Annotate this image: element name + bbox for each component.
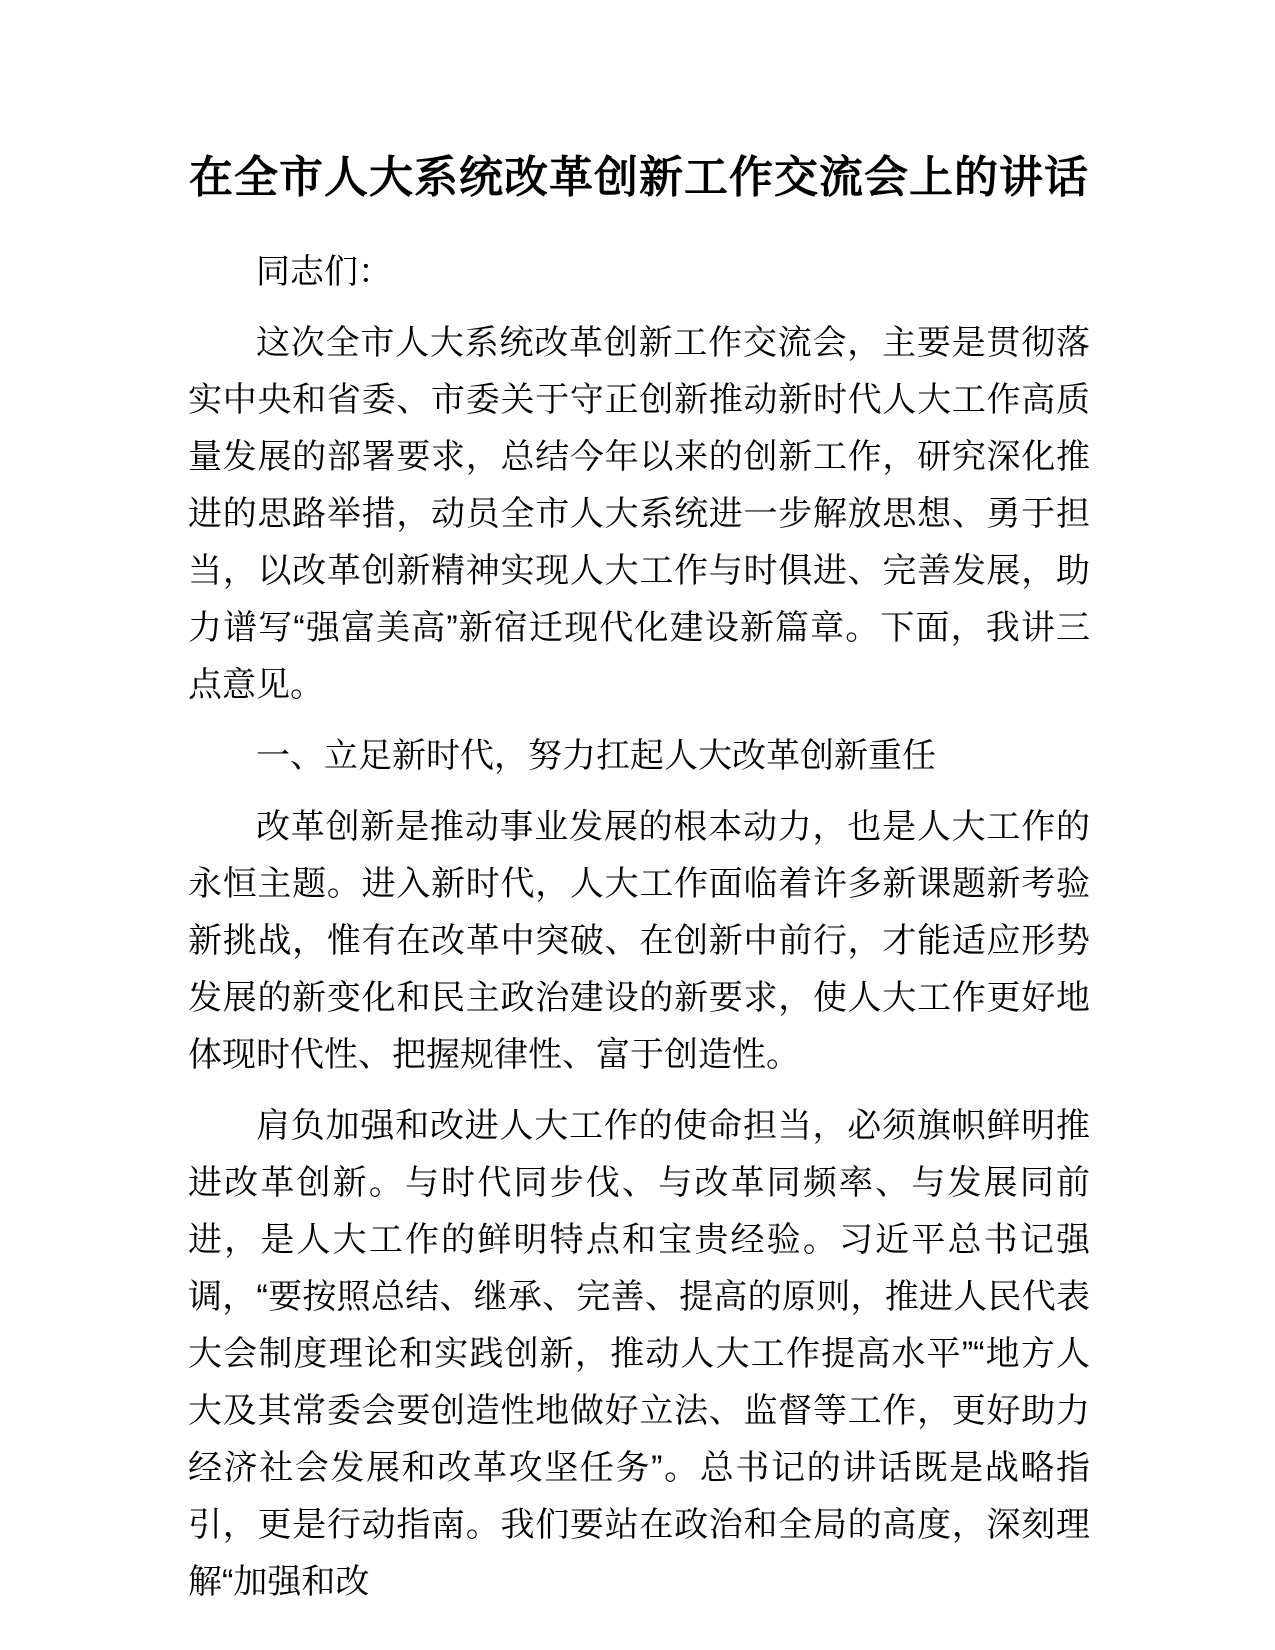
document-title: 在全市人大系统改革创新工作交流会上的讲话 [189,153,1089,202]
paragraph-body-1: 改革创新是推动事业发展的根本动力，也是人大工作的永恒主题。进入新时代，人大工作面临着许多新课题新考验新挑战，惟有在改革中突破、在创新中前行，才能适应形势发展的新变化和民主政治建设的新要求，使人大工作更好地体现时代性、把握规律性、富于创造性。 [188,808,1090,1074]
paragraph-body-2-clipped: 肩负加强和改进人大工作的使命担当，必须旗帜鲜明推进改革创新。与时代同步伐、与改革同频率、与发展同前进，是人大工作的鲜明特点和宝贵经验。习近平总书记强调，“要按照总结、继承、完善、提高的原则，推进人民代表大会制度理论和实践创新，推动人大工作提高水平”“地方人大及其常委会要创造性地做好立法、监督等工作，更好助力经济社会发展和改革攻坚任务”。总书记的讲话既是战略指引，更是行动指南。我们要站在政治和全局的高度，深刻理解“加强和改 [188,1107,1090,1601]
paragraph-intro: 这次全市人大系统改革创新工作交流会，主要是贯彻落实中央和省委、市委关于守正创新推动新时代人大工作高质量发展的部署要求，总结今年以来的创新工作，研究深化推进的思路举措，动员全市人大系统进一步解放思想、勇于担当，以改革创新精神实现人大工作与时俱进、完善发展，助力谱写“强富美高”新宿迁现代化建设新篇章。下面，我讲三点意见。 [188,324,1090,704]
section-heading-1: 一、立足新时代，努力扛起人大改革创新重任 [256,737,936,775]
salutation-line: 同志们： [256,253,392,291]
